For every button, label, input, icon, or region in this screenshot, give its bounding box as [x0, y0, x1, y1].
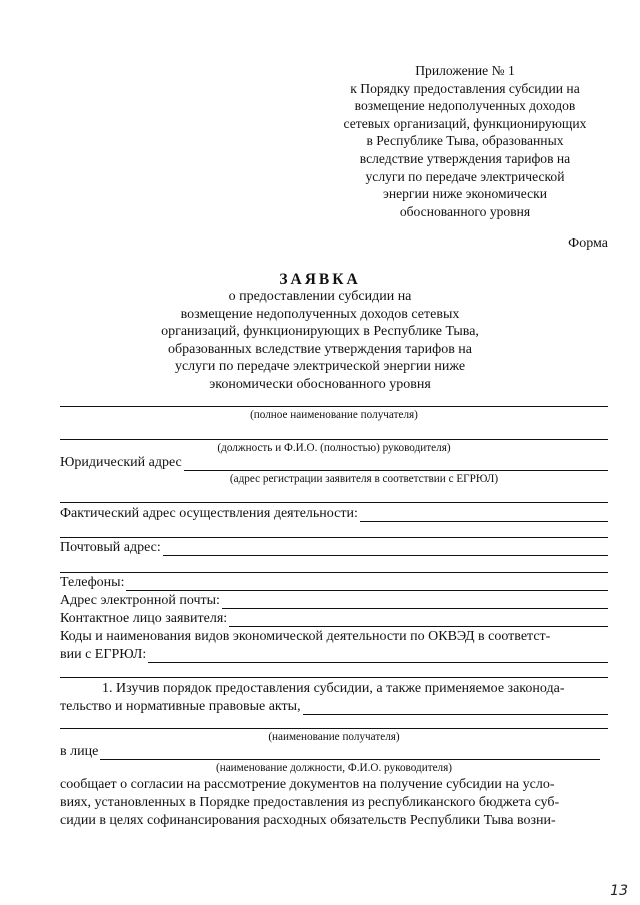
form-label: Форма [568, 236, 608, 251]
postal-address-field[interactable] [163, 543, 608, 556]
paragraph2-line: сообщает о согласии на рассмотрение документов на получение субсидии на усло- [60, 777, 555, 792]
email-field[interactable] [222, 596, 608, 609]
paragraph2-line: виях, установленных в Порядке предоставления из республиканского бюджета суб- [60, 795, 560, 810]
appendix-line: услуги по передаче электрической [365, 168, 565, 184]
appendix-line: сетевых организаций, функционирующих [343, 115, 587, 131]
page-number: 13 [610, 883, 628, 899]
appendix-line: в Республике Тыва, образованных [366, 133, 564, 149]
contact-label: Контактное лицо заявителя: [60, 611, 228, 626]
actual-address-row [60, 506, 608, 522]
appendix-line: Приложение № 1 [415, 63, 515, 78]
recipient-name-line-2[interactable] [60, 728, 608, 729]
actual-address-field[interactable] [360, 509, 608, 522]
okved-row-2 [60, 647, 608, 663]
postal-address-row [60, 540, 608, 556]
okved-label: Коды и наименования видов экономической деятельности по ОКВЭД в соответст- [60, 629, 551, 644]
contact-row [60, 611, 608, 627]
phones-field[interactable] [126, 578, 608, 591]
contact-field[interactable] [229, 614, 608, 627]
document-title: ЗАЯВКА [279, 271, 361, 288]
recipient-name-caption: (полное наименование получателя) [250, 409, 418, 421]
head-name-line[interactable] [60, 439, 608, 440]
paragraph1-text-cont: тельство и нормативные правовые акты, [60, 699, 301, 714]
subtitle-line: о предоставлении субсидии на [228, 289, 412, 304]
paragraph2 [60, 776, 608, 830]
paragraph1-row-1 [60, 681, 608, 697]
subtitle-line: образованных вследствие утверждения тарифов на [167, 341, 473, 357]
actual-address-label: Фактический адрес осуществления деятельности: [60, 506, 358, 521]
postal-address-label: Почтовый адрес: [60, 540, 161, 555]
okved-label-cont: вии с ЕГРЮЛ: [60, 647, 147, 662]
appendix-line: энергии ниже экономически [382, 186, 547, 202]
in-person-row [60, 744, 600, 760]
phones-label: Телефоны: [60, 575, 125, 590]
legal-address-row [60, 455, 608, 471]
appendix-line: обоснованного уровня [399, 203, 531, 219]
okved-field[interactable] [148, 650, 608, 663]
legal-address-label: Юридический адрес [60, 455, 182, 470]
subtitle-line: возмещение недополученных доходов сетевых [180, 306, 460, 322]
document-subtitle [0, 288, 640, 394]
legal-address-line-2[interactable] [60, 502, 608, 503]
recipient-name-line[interactable] [60, 406, 608, 407]
okved-row-1 [60, 629, 608, 645]
legal-address-field[interactable] [184, 458, 608, 471]
recipient-caption-2: (наименование получателя) [268, 731, 400, 743]
phones-row [60, 575, 608, 591]
head-name-caption: (должность и Ф.И.О. (полностью) руководителя) [217, 442, 451, 454]
actual-address-line-2[interactable] [60, 537, 608, 538]
appendix-line: вследствие утверждения тарифов на [359, 150, 571, 166]
paragraph1-text: 1. Изучив порядок предоставления субсидии, а также применяемое законода- [102, 681, 565, 696]
subtitle-line: услуги по передаче электрической энергии ниже [174, 359, 466, 375]
subtitle-line: организаций, функционирующих в Республике Тыва, [161, 324, 479, 340]
legal-address-caption: (адрес регистрации заявителя в соответствии с ЕГРЮЛ) [229, 473, 499, 485]
in-person-label: в лице [60, 744, 99, 759]
head-position-caption: (наименование должности, Ф.И.О. руководителя) [215, 762, 453, 774]
appendix-header [320, 62, 610, 220]
okved-line-2[interactable] [60, 677, 608, 678]
paragraph1-field[interactable] [303, 702, 608, 715]
appendix-line: к Порядку предоставления субсидии на [350, 80, 580, 96]
email-row [60, 593, 608, 609]
postal-address-line-2[interactable] [60, 572, 608, 573]
paragraph1-row-2 [60, 699, 608, 715]
appendix-line: возмещение недополученных доходов [354, 98, 576, 114]
in-person-field[interactable] [100, 747, 600, 760]
subtitle-line: экономически обоснованного уровня [209, 376, 431, 392]
paragraph2-line: сидии в целях софинансирования расходных обязательств Республики Тыва возни- [60, 813, 556, 828]
email-label: Адрес электронной почты: [60, 593, 220, 608]
